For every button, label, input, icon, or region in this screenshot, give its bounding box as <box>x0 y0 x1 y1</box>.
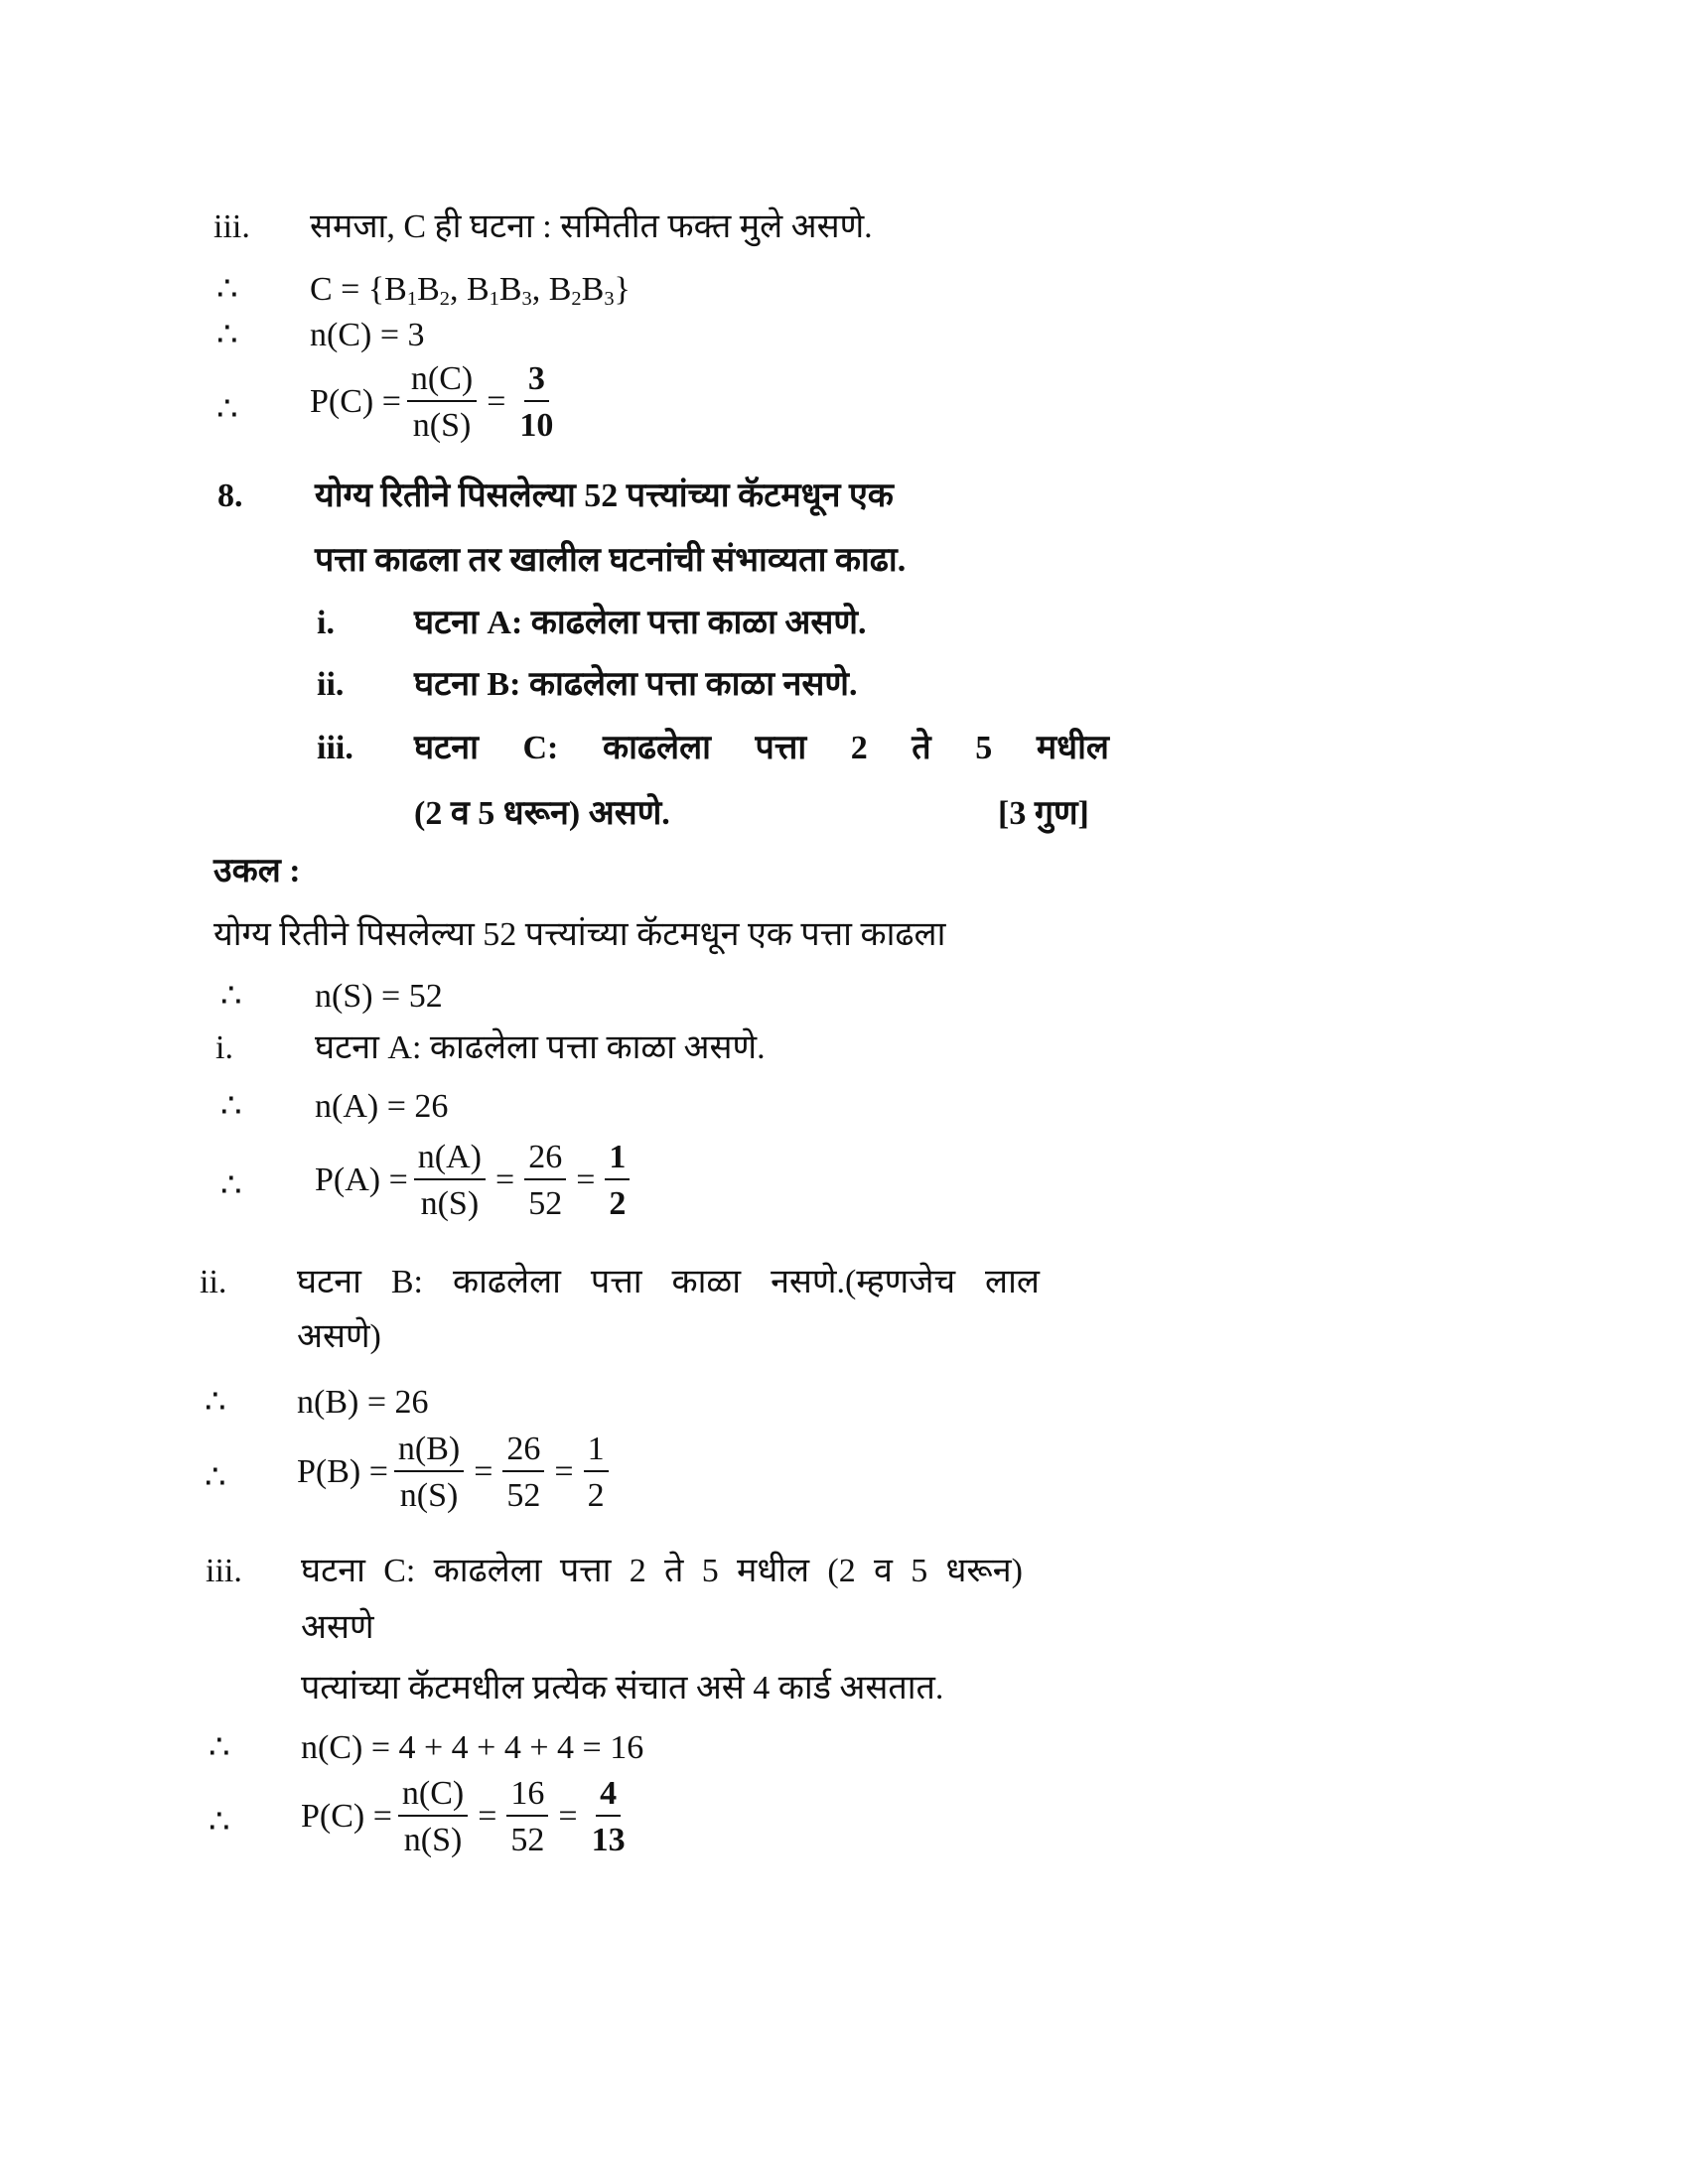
therefore-symbol: ∴ <box>209 1804 230 1841</box>
question-part-text: घटना A: काढलेला पत्ता काळा असणे. <box>414 605 867 641</box>
therefore-symbol: ∴ <box>205 1459 226 1496</box>
count-equation: n(C) = 3 <box>310 317 425 353</box>
question-part-text-cont: (2 व 5 धरून) असणे. <box>414 795 670 832</box>
question-text-line2: पत्ता काढला तर खालील घटनांची संभाव्यता काढा. <box>315 542 907 579</box>
fraction: $\frac{n(B)}{n(S)}$ <box>394 1430 464 1515</box>
solution-part-text-cont: असणे) <box>297 1318 381 1355</box>
fraction-result: $\frac{3}{10}$ <box>519 360 554 445</box>
solution-part-label: i. <box>215 1029 233 1066</box>
fraction: $\frac{26}{52}$ <box>502 1430 544 1515</box>
solution-part-text: घटना B: काढलेला पत्ता काळा नसणे.(म्हणजेच लाल <box>297 1264 1040 1300</box>
solution-part-text-cont: असणे <box>301 1609 374 1646</box>
solution-note: पत्यांच्या कॅटमधील प्रत्येक संचात असे 4 कार्ड असतात. <box>301 1670 944 1706</box>
question-part-text: घटना B: काढलेला पत्ता काळा नसणे. <box>414 666 858 703</box>
therefore-symbol: ∴ <box>216 271 238 308</box>
fraction-result: $\frac{1}{2}$ <box>584 1430 609 1515</box>
count-equation: n(A) = 26 <box>315 1088 449 1125</box>
therefore-symbol: ∴ <box>220 1088 242 1125</box>
therefore-symbol: ∴ <box>205 1384 226 1421</box>
set-item: $B_1B_3$, <box>466 271 549 311</box>
fraction: $\frac{n(C)}{n(S)}$ <box>407 359 477 445</box>
set-item: $B_1B_2$, <box>384 271 467 311</box>
sample-space-count: n(S) = 52 <box>315 978 443 1015</box>
part-statement: समजा, C ही घटना : समितीत फक्त मुले असणे. <box>310 208 873 245</box>
fraction: $\frac{n(A)}{n(S)}$ <box>414 1138 486 1223</box>
therefore-symbol: ∴ <box>216 317 238 353</box>
fraction: $\frac{26}{52}$ <box>524 1138 566 1223</box>
fraction: $\frac{n(C)}{n(S)}$ <box>398 1774 468 1859</box>
question-part-label: ii. <box>317 666 345 703</box>
prob-lhs: P(C) = <box>310 383 401 421</box>
solution-part-label: ii. <box>200 1264 227 1300</box>
equals-sign: = <box>487 383 506 421</box>
solution-part-label: iii. <box>206 1553 242 1589</box>
probability-equation <box>310 359 563 445</box>
solution-intro: योग्य रितीने पिसलेल्या 52 पत्त्यांच्या कॅटमधून एक पत्ता काढला <box>213 916 946 953</box>
therefore-symbol: ∴ <box>220 1167 242 1204</box>
solution-part-text: घटना A: काढलेला पत्ता काळा असणे. <box>315 1029 766 1066</box>
count-equation: n(B) = 26 <box>297 1384 429 1421</box>
therefore-symbol: ∴ <box>220 978 242 1015</box>
solution-part-text: घटना C: काढलेला पत्ता 2 ते 5 मधील (2 व 5 धरून) <box>301 1553 1023 1589</box>
probability-equation: P(A) = $\frac{n(A)}{n(S)}$ = $\frac{26}{52}$ = $\frac{1}{2}$ <box>315 1138 635 1223</box>
set-definition <box>310 270 631 319</box>
part-label: iii. <box>213 208 250 245</box>
probability-equation: P(B) = $\frac{n(B)}{n(S)}$ = $\frac{26}{52}$ = $\frac{1}{2}$ <box>297 1430 615 1515</box>
probability-equation: P(C) = $\frac{n(C)}{n(S)}$ = $\frac{16}{52}$ = $\frac{4}{13}$ <box>301 1774 635 1859</box>
therefore-symbol: ∴ <box>216 391 238 428</box>
set-item: $B_2B_3$ <box>548 271 615 311</box>
solution-heading: उकल : <box>213 853 301 889</box>
question-part-label: i. <box>317 605 335 641</box>
therefore-symbol: ∴ <box>209 1729 230 1766</box>
fraction-result: $\frac{1}{2}$ <box>605 1138 630 1223</box>
question-number: 8. <box>217 478 243 514</box>
question-part-label: iii. <box>317 730 353 766</box>
question-part-text: घटना C: काढलेला पत्ता 2 ते 5 मधील <box>414 730 1109 766</box>
marks-badge: [3 गुण] <box>998 795 1089 832</box>
count-equation: n(C) = 4 + 4 + 4 + 4 = 16 <box>301 1729 644 1766</box>
set-lhs: C = { <box>310 271 385 308</box>
question-text-line1: योग्य रितीने पिसलेल्या 52 पत्त्यांच्या कॅटमधून एक <box>315 478 894 514</box>
fraction-result: $\frac{4}{13}$ <box>591 1775 626 1859</box>
set-rhs: } <box>614 271 631 308</box>
fraction: $\frac{16}{52}$ <box>506 1774 548 1859</box>
